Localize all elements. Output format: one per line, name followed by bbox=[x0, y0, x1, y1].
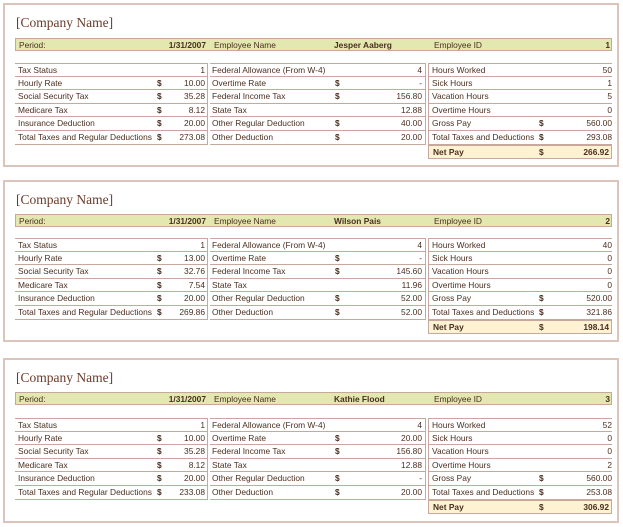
employee-name: Kathie Flood bbox=[334, 394, 385, 404]
employee-id: 3 bbox=[605, 394, 610, 404]
vacation-hours-row bbox=[428, 90, 612, 104]
other-regular-row bbox=[210, 472, 425, 486]
currency-sign: $ bbox=[157, 118, 162, 129]
net-pay-value: 266.92 bbox=[583, 147, 609, 157]
field-value: 20.00 bbox=[184, 473, 205, 484]
field-value: 20.00 bbox=[401, 432, 422, 443]
pay-stub bbox=[3, 180, 619, 342]
field-label: Net Pay bbox=[433, 147, 464, 157]
field-label: State Tax bbox=[212, 104, 247, 115]
field-label: Total Taxes and Deductions bbox=[432, 132, 535, 142]
field-label: Vacation Hours bbox=[432, 266, 489, 277]
field-value: 0 bbox=[607, 446, 612, 457]
field-value: 52 bbox=[602, 420, 612, 430]
field-label: Medicare Tax bbox=[18, 104, 68, 115]
field-value: 1 bbox=[607, 77, 612, 88]
field-label: Overtime Rate bbox=[212, 252, 266, 263]
federal-allowance-row bbox=[210, 418, 425, 432]
column-divider bbox=[425, 238, 426, 320]
employee-name-label: Employee Name bbox=[214, 40, 276, 50]
field-label: Total Taxes and Regular Deductions bbox=[18, 307, 152, 317]
currency-sign: $ bbox=[539, 293, 544, 304]
currency-sign: $ bbox=[157, 104, 162, 115]
employee-name: Jesper Aaberg bbox=[334, 40, 392, 50]
net-pay-row bbox=[428, 320, 612, 334]
other-deduction-row bbox=[210, 131, 425, 145]
period-value: 1/31/2007 bbox=[168, 216, 206, 226]
field-value: 0 bbox=[607, 104, 612, 115]
field-label: Tax Status bbox=[18, 420, 58, 430]
field-value: - bbox=[419, 77, 422, 88]
currency-sign: $ bbox=[335, 252, 340, 263]
field-value: 20.00 bbox=[184, 293, 205, 304]
field-value: 269.86 bbox=[179, 307, 205, 317]
currency-sign: $ bbox=[335, 432, 340, 443]
field-value: - bbox=[419, 473, 422, 484]
state-tax-row bbox=[210, 104, 425, 118]
period-value: 1/31/2007 bbox=[168, 394, 206, 404]
federal-allowance-row bbox=[210, 63, 425, 77]
field-value: 4 bbox=[417, 420, 422, 430]
column-divider bbox=[428, 238, 429, 334]
field-label: Social Security Tax bbox=[18, 446, 89, 457]
period-bar bbox=[15, 38, 612, 51]
field-value: 156.80 bbox=[396, 91, 422, 102]
field-value: 4 bbox=[417, 65, 422, 75]
field-value: 13.00 bbox=[184, 252, 205, 263]
field-value: 11.96 bbox=[401, 279, 422, 290]
currency-sign: $ bbox=[539, 473, 544, 484]
employee-id-label: Employee ID bbox=[434, 40, 482, 50]
field-label: Social Security Tax bbox=[18, 91, 89, 102]
field-value: 7.54 bbox=[188, 279, 205, 290]
overtime-rate-row bbox=[210, 432, 425, 446]
field-label: Medicare Tax bbox=[18, 459, 68, 470]
field-value: 156.80 bbox=[396, 446, 422, 457]
column-divider bbox=[428, 63, 429, 159]
field-value: 12.88 bbox=[401, 459, 422, 470]
currency-sign: $ bbox=[157, 279, 162, 290]
total-deductions-row bbox=[428, 486, 612, 500]
field-value: 12.88 bbox=[401, 104, 422, 115]
currency-sign: $ bbox=[539, 307, 544, 317]
field-value: 52.00 bbox=[401, 307, 422, 317]
field-label: Total Taxes and Deductions bbox=[432, 307, 535, 317]
vacation-hours-row bbox=[428, 265, 612, 279]
total-deductions-row bbox=[428, 306, 612, 320]
pay-stub bbox=[3, 358, 619, 523]
field-value: 20.00 bbox=[401, 132, 422, 142]
field-value: 2 bbox=[607, 459, 612, 470]
period-value: 1/31/2007 bbox=[168, 40, 206, 50]
sick-hours-row bbox=[428, 252, 612, 266]
hours-worked-row bbox=[428, 238, 612, 252]
currency-sign: $ bbox=[157, 252, 162, 263]
hourly-rate-row bbox=[15, 252, 207, 266]
field-value: 0 bbox=[607, 279, 612, 290]
field-label: Hours Worked bbox=[432, 65, 486, 75]
currency-sign: $ bbox=[157, 132, 162, 142]
currency-sign: $ bbox=[157, 446, 162, 457]
net-pay-value: 306.92 bbox=[583, 502, 609, 512]
field-label: Hours Worked bbox=[432, 240, 486, 250]
field-label: Federal Allowance (From W-4) bbox=[212, 420, 326, 430]
column-divider bbox=[207, 63, 208, 145]
field-value: 8.12 bbox=[188, 459, 205, 470]
net-pay-row bbox=[428, 145, 612, 159]
currency-sign: $ bbox=[539, 322, 544, 332]
federal-tax-row bbox=[210, 265, 425, 279]
federal-tax-row bbox=[210, 90, 425, 104]
employee-name-label: Employee Name bbox=[214, 394, 276, 404]
currency-sign: $ bbox=[157, 266, 162, 277]
field-value: 560.00 bbox=[586, 473, 612, 484]
overtime-hours-row bbox=[428, 279, 612, 293]
employee-name-label: Employee Name bbox=[214, 216, 276, 226]
currency-sign: $ bbox=[157, 293, 162, 304]
field-label: Total Taxes and Deductions bbox=[432, 487, 535, 497]
field-label: Insurance Deduction bbox=[18, 118, 95, 129]
other-regular-row bbox=[210, 292, 425, 306]
currency-sign: $ bbox=[157, 459, 162, 470]
currency-sign: $ bbox=[335, 446, 340, 457]
employee-id-label: Employee ID bbox=[434, 394, 482, 404]
employee-id: 2 bbox=[605, 216, 610, 226]
currency-sign: $ bbox=[539, 487, 544, 497]
column-divider bbox=[428, 418, 429, 514]
currency-sign: $ bbox=[335, 473, 340, 484]
total-regular-row bbox=[15, 131, 207, 145]
field-label: Other Deduction bbox=[212, 132, 273, 142]
hours-worked-row bbox=[428, 63, 612, 77]
field-label: Gross Pay bbox=[432, 118, 472, 129]
medicare-row bbox=[15, 104, 207, 118]
company-name: [Company Name] bbox=[16, 15, 114, 30]
total-regular-row bbox=[15, 486, 207, 500]
field-label: Hourly Rate bbox=[18, 432, 63, 443]
vacation-hours-row bbox=[428, 445, 612, 459]
field-value: 32.76 bbox=[184, 266, 205, 277]
period-bar bbox=[15, 214, 612, 227]
field-value: - bbox=[419, 252, 422, 263]
field-label: Overtime Rate bbox=[212, 432, 266, 443]
field-label: Medicare Tax bbox=[18, 279, 68, 290]
sick-hours-row bbox=[428, 432, 612, 446]
field-label: State Tax bbox=[212, 459, 247, 470]
tax-status-row bbox=[15, 238, 207, 252]
column-divider bbox=[425, 63, 426, 145]
currency-sign: $ bbox=[335, 293, 340, 304]
currency-sign: $ bbox=[335, 487, 340, 497]
hours-worked-row bbox=[428, 418, 612, 432]
field-value: 8.12 bbox=[188, 104, 205, 115]
period-label: Period: bbox=[19, 394, 46, 404]
field-value: 520.00 bbox=[586, 293, 612, 304]
overtime-rate-row bbox=[210, 252, 425, 266]
field-label: Hourly Rate bbox=[18, 77, 63, 88]
social-security-row bbox=[15, 445, 207, 459]
tax-status-row bbox=[15, 418, 207, 432]
field-label: Hourly Rate bbox=[18, 252, 63, 263]
field-value: 10.00 bbox=[184, 432, 205, 443]
sick-hours-row bbox=[428, 77, 612, 91]
currency-sign: $ bbox=[157, 473, 162, 484]
gross-pay-row bbox=[428, 292, 612, 306]
currency-sign: $ bbox=[335, 266, 340, 277]
employee-name: Wilson Pais bbox=[334, 216, 381, 226]
field-label: Federal Allowance (From W-4) bbox=[212, 240, 326, 250]
field-label: Federal Income Tax bbox=[212, 446, 286, 457]
field-label: Tax Status bbox=[18, 240, 58, 250]
field-value: 0 bbox=[607, 266, 612, 277]
field-label: Other Regular Deduction bbox=[212, 473, 305, 484]
column-divider bbox=[207, 418, 208, 500]
currency-sign: $ bbox=[335, 118, 340, 129]
currency-sign: $ bbox=[539, 118, 544, 129]
field-value: 273.08 bbox=[179, 132, 205, 142]
field-value: 20.00 bbox=[401, 487, 422, 497]
field-label: Federal Allowance (From W-4) bbox=[212, 65, 326, 75]
currency-sign: $ bbox=[335, 77, 340, 88]
field-value: 1 bbox=[200, 65, 205, 75]
column-divider bbox=[207, 238, 208, 320]
field-label: Social Security Tax bbox=[18, 266, 89, 277]
field-value: 145.60 bbox=[396, 266, 422, 277]
overtime-rate-row bbox=[210, 77, 425, 91]
field-label: Insurance Deduction bbox=[18, 473, 95, 484]
field-value: 0 bbox=[607, 432, 612, 443]
field-value: 40 bbox=[602, 240, 612, 250]
field-value: 52.00 bbox=[401, 293, 422, 304]
employee-id: 1 bbox=[605, 40, 610, 50]
field-label: Gross Pay bbox=[432, 293, 472, 304]
currency-sign: $ bbox=[539, 147, 544, 157]
currency-sign: $ bbox=[335, 307, 340, 317]
field-label: Sick Hours bbox=[432, 252, 473, 263]
period-bar bbox=[15, 392, 612, 405]
social-security-row bbox=[15, 265, 207, 279]
period-label: Period: bbox=[19, 216, 46, 226]
field-label: Other Regular Deduction bbox=[212, 293, 305, 304]
tax-status-row bbox=[15, 63, 207, 77]
hourly-rate-row bbox=[15, 432, 207, 446]
field-label: Total Taxes and Regular Deductions bbox=[18, 487, 152, 497]
currency-sign: $ bbox=[335, 132, 340, 142]
currency-sign: $ bbox=[157, 432, 162, 443]
field-value: 1 bbox=[200, 240, 205, 250]
field-value: 35.28 bbox=[184, 91, 205, 102]
field-value: 0 bbox=[607, 252, 612, 263]
field-label: Other Deduction bbox=[212, 487, 273, 497]
field-value: 233.08 bbox=[179, 487, 205, 497]
gross-pay-row bbox=[428, 472, 612, 486]
field-value: 50 bbox=[602, 65, 612, 75]
field-value: 35.28 bbox=[184, 446, 205, 457]
field-label: Net Pay bbox=[433, 322, 464, 332]
field-value: 293.08 bbox=[586, 132, 612, 142]
currency-sign: $ bbox=[157, 91, 162, 102]
field-value: 321.86 bbox=[586, 307, 612, 317]
medicare-row bbox=[15, 279, 207, 293]
hourly-rate-row bbox=[15, 77, 207, 91]
field-label: Vacation Hours bbox=[432, 91, 489, 102]
field-value: 253.08 bbox=[586, 487, 612, 497]
gross-pay-row bbox=[428, 117, 612, 131]
insurance-row bbox=[15, 292, 207, 306]
other-deduction-row bbox=[210, 306, 425, 320]
overtime-hours-row bbox=[428, 104, 612, 118]
pay-stub bbox=[3, 3, 619, 167]
currency-sign: $ bbox=[539, 132, 544, 142]
field-value: 20.00 bbox=[184, 118, 205, 129]
column-divider bbox=[425, 418, 426, 500]
state-tax-row bbox=[210, 459, 425, 473]
currency-sign: $ bbox=[335, 91, 340, 102]
field-value: 5 bbox=[607, 91, 612, 102]
field-label: Overtime Hours bbox=[432, 279, 491, 290]
period-label: Period: bbox=[19, 40, 46, 50]
insurance-row bbox=[15, 472, 207, 486]
federal-tax-row bbox=[210, 445, 425, 459]
total-deductions-row bbox=[428, 131, 612, 145]
employee-id-label: Employee ID bbox=[434, 216, 482, 226]
field-label: Net Pay bbox=[433, 502, 464, 512]
field-label: Sick Hours bbox=[432, 432, 473, 443]
state-tax-row bbox=[210, 279, 425, 293]
field-label: Federal Income Tax bbox=[212, 266, 286, 277]
field-label: Overtime Hours bbox=[432, 459, 491, 470]
field-value: 40.00 bbox=[401, 118, 422, 129]
total-regular-row bbox=[15, 306, 207, 320]
field-value: 4 bbox=[417, 240, 422, 250]
overtime-hours-row bbox=[428, 459, 612, 473]
field-label: Federal Income Tax bbox=[212, 91, 286, 102]
currency-sign: $ bbox=[539, 502, 544, 512]
field-value: 1 bbox=[200, 420, 205, 430]
field-label: Other Deduction bbox=[212, 307, 273, 317]
field-value: 10.00 bbox=[184, 77, 205, 88]
medicare-row bbox=[15, 459, 207, 473]
other-deduction-row bbox=[210, 486, 425, 500]
field-label: Other Regular Deduction bbox=[212, 118, 305, 129]
other-regular-row bbox=[210, 117, 425, 131]
field-label: Tax Status bbox=[18, 65, 58, 75]
field-label: Overtime Hours bbox=[432, 104, 491, 115]
field-label: Overtime Rate bbox=[212, 77, 266, 88]
currency-sign: $ bbox=[157, 77, 162, 88]
currency-sign: $ bbox=[157, 307, 162, 317]
social-security-row bbox=[15, 90, 207, 104]
field-label: Hours Worked bbox=[432, 420, 486, 430]
net-pay-row bbox=[428, 500, 612, 514]
net-pay-value: 198.14 bbox=[583, 322, 609, 332]
company-name: [Company Name] bbox=[16, 192, 114, 207]
field-label: Vacation Hours bbox=[432, 446, 489, 457]
insurance-row bbox=[15, 117, 207, 131]
field-label: Total Taxes and Regular Deductions bbox=[18, 132, 152, 142]
field-value: 560.00 bbox=[586, 118, 612, 129]
company-name: [Company Name] bbox=[16, 370, 114, 385]
currency-sign: $ bbox=[157, 487, 162, 497]
field-label: Sick Hours bbox=[432, 77, 473, 88]
field-label: State Tax bbox=[212, 279, 247, 290]
field-label: Gross Pay bbox=[432, 473, 472, 484]
field-label: Insurance Deduction bbox=[18, 293, 95, 304]
federal-allowance-row bbox=[210, 238, 425, 252]
